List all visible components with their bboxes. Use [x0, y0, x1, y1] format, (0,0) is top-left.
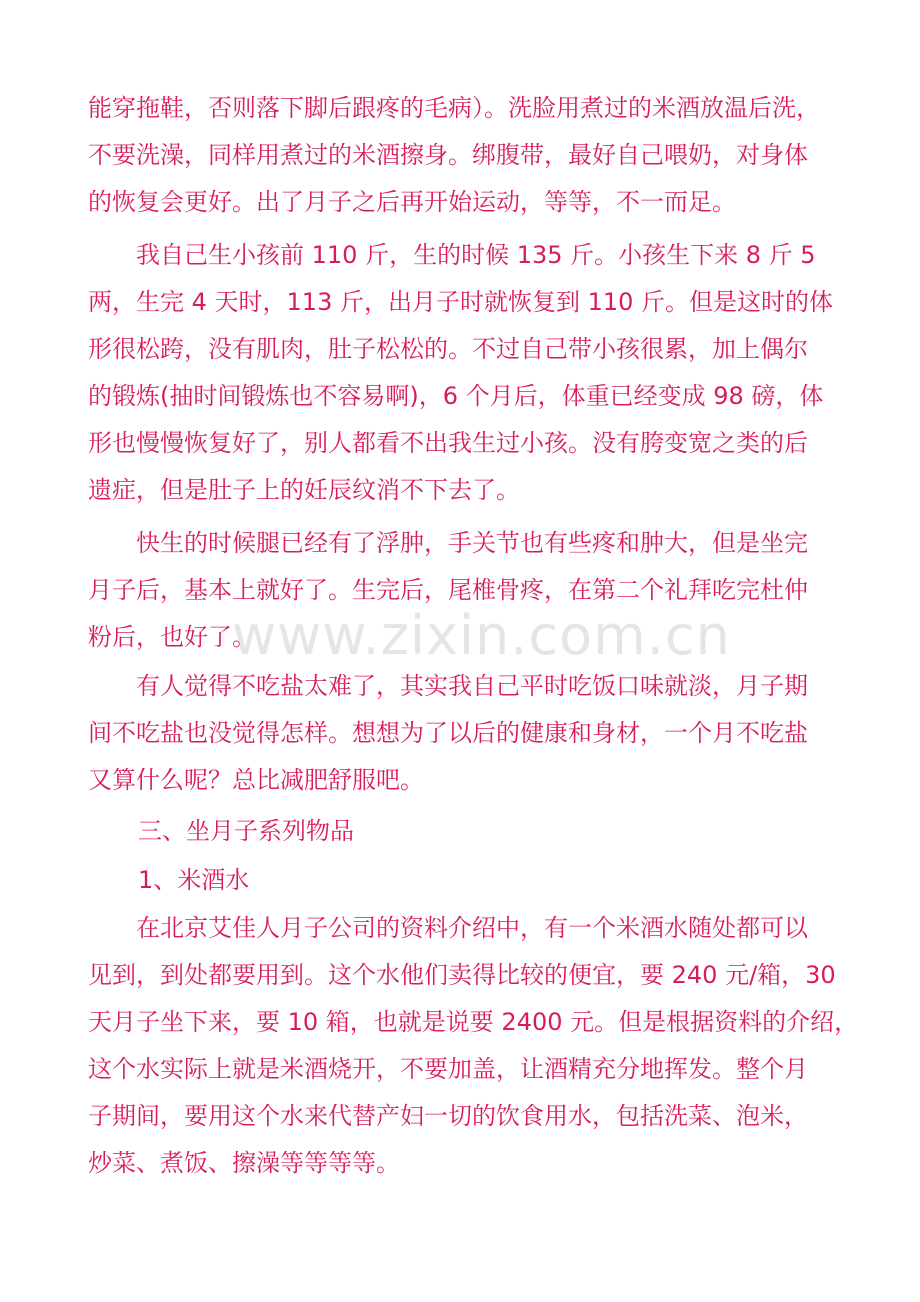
text-line: 遗症，但是肚子上的妊辰纹消不下去了。 — [88, 476, 520, 504]
text-line: 能穿拖鞋，否则落下脚后跟疼的毛病）。洗脸用煮过的米酒放温后洗， — [88, 94, 820, 122]
text-line: 子期间，要用这个水来代替产妇一切的饮食用水，包括洗菜、泡米， — [88, 1102, 808, 1130]
text-line: 快生的时候腿已经有了浮肿，手关节也有些疼和肿大，但是坐完 — [88, 529, 808, 557]
paragraph-1 — [88, 85, 838, 226]
text-line: 见到，到处都要用到。这个水他们卖得比较的便宜，要 240 元/箱，30 — [88, 961, 836, 989]
paragraph-2 — [88, 232, 838, 514]
text-line: 两，生完 4 天时，113 斤，出月子时就恢复到 110 斤。但是这时的体 — [88, 288, 834, 316]
subsection-heading: 1、米酒水 — [138, 866, 250, 894]
section-heading: 三、坐月子系列物品 — [138, 817, 354, 845]
text-line: 这个水实际上就是米酒烧开，不要加盖，让酒精充分地挥发。整个月 — [88, 1055, 808, 1083]
text-line: 的恢复会更好。出了月子之后再开始运动，等等，不一而足。 — [88, 188, 736, 216]
text-line: 不要洗澡，同样用煮过的米酒擦身。绑腹带，最好自己喂奶，对身体 — [88, 141, 808, 169]
text-line: 月子后，基本上就好了。生完后，尾椎骨疼，在第二个礼拜吃完杜仲 — [88, 576, 808, 604]
paragraph-4 — [88, 663, 838, 804]
text-line: 在北京艾佳人月子公司的资料介绍中，有一个米酒水随处都可以 — [88, 914, 808, 942]
text-line: 形也慢慢恢复好了，别人都看不出我生过小孩。没有胯变宽之类的后 — [88, 429, 808, 457]
text-line: 有人觉得不吃盐太难了，其实我自己平时吃饭口味就淡，月子期 — [88, 672, 808, 700]
text-line: 我自己生小孩前 110 斤，生的时候 135 斤。小孩生下来 8 斤 5 — [88, 241, 816, 269]
paragraph-5 — [88, 905, 859, 1187]
text-line: 间不吃盐也没觉得怎样。想想为了以后的健康和身材，一个月不吃盐 — [88, 719, 808, 747]
text-line: 又算什么呢？总比减肥舒服吧。 — [88, 766, 424, 794]
text-line: 形很松跨，没有肌肉，肚子松松的。不过自己带小孩很累，加上偶尔 — [88, 335, 808, 363]
text-line: 天月子坐下来，要 10 箱，也就是说要 2400 元。但是根据资料的介绍， — [88, 1008, 859, 1036]
watermark: www.zixin.com.cn — [232, 604, 731, 667]
text-line: 炒菜、煮饭、擦澡等等等等。 — [88, 1149, 400, 1177]
text-line: 的锻炼(抽时间锻炼也不容易啊)，6 个月后，体重已经变成 98 磅，体 — [88, 382, 824, 410]
text-line: 粉后，也好了。 — [88, 623, 256, 651]
